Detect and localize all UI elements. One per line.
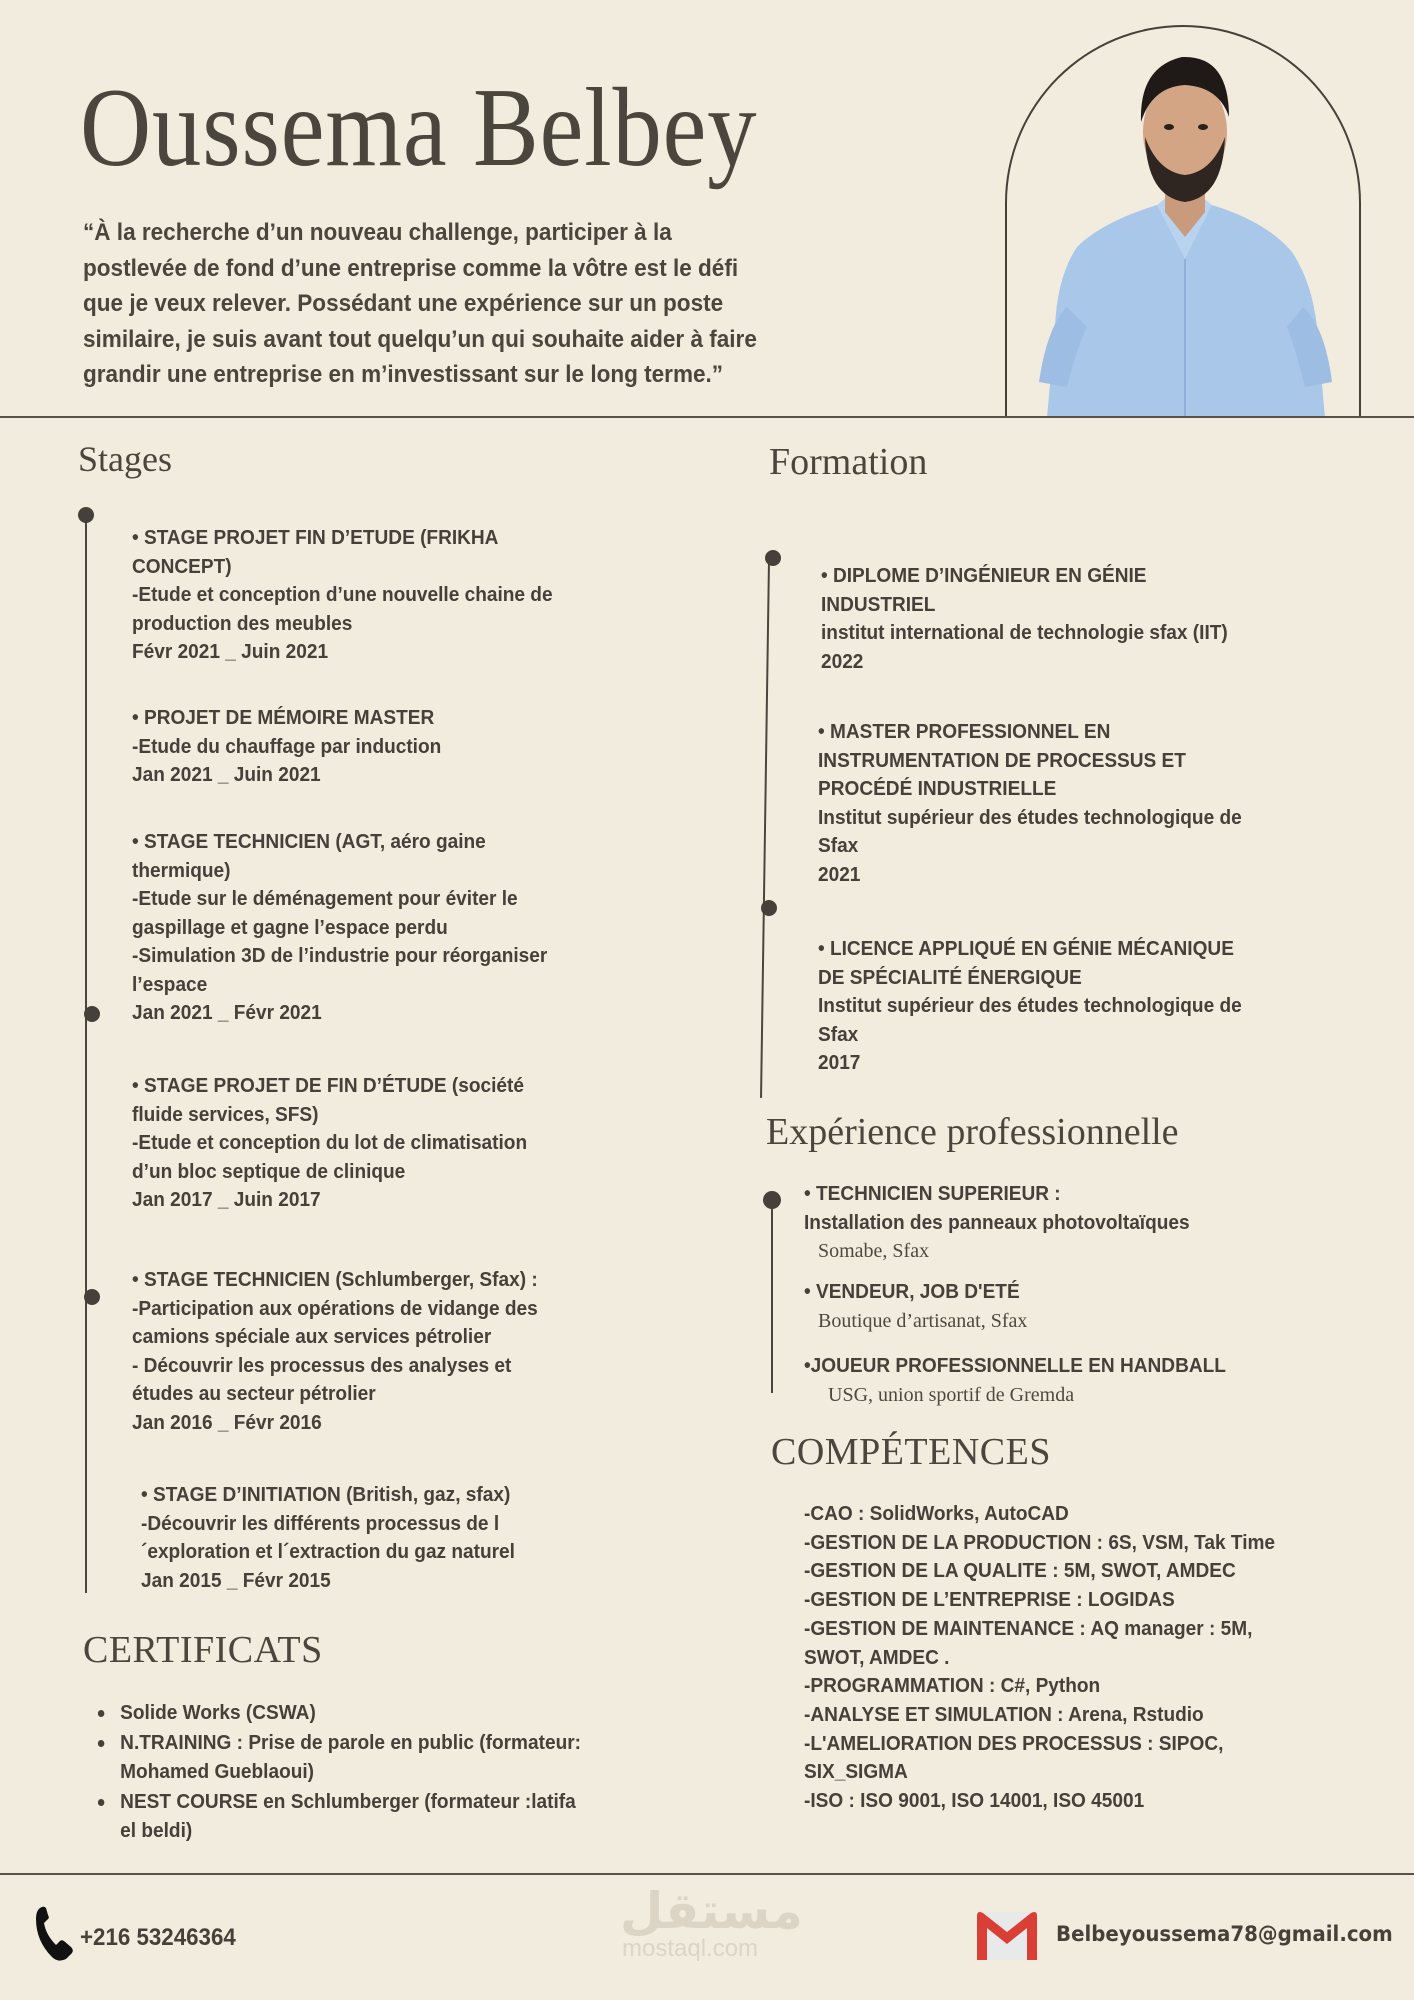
skill-line: -GESTION DE LA PRODUCTION : 6S, VSM, Tak Time <box>804 1530 1276 1554</box>
certificat-text: el beldi) <box>120 1819 193 1842</box>
degree-title: DE SPÉCIALITÉ ÉNERGIQUE <box>818 965 1082 989</box>
job-title: • TECHNICIEN SUPERIEUR : <box>804 1182 1061 1205</box>
certificat-item <box>96 1787 581 1846</box>
institution: institut international de technologie sfax (IIT) <box>821 621 1228 644</box>
skill-line: -CAO : SolidWorks, AutoCAD <box>804 1502 1069 1525</box>
portrait-illustration <box>1007 27 1361 416</box>
year: 2022 <box>821 649 864 673</box>
phone-icon <box>32 1905 76 1963</box>
formation-timeline-dot <box>765 550 781 566</box>
stage-entry <box>132 1266 538 1437</box>
degree-title: • MASTER PROFESSIONNEL EN <box>818 720 1111 743</box>
phone-number[interactable]: +216 53246364 <box>80 1924 236 1951</box>
stage-desc: l’espace <box>132 972 208 996</box>
quote-line: postlevée de fond d’une entreprise comme la vôtre est le défi <box>83 254 739 282</box>
formation-entry <box>818 935 1242 1078</box>
skill-line: SWOT, AMDEC . <box>804 1645 950 1669</box>
job-place: USG, union sportif de Gremda <box>828 1383 1075 1406</box>
stage-date: Jan 2015 _ Févr 2015 <box>141 1568 331 1592</box>
institution: Sfax <box>818 1022 859 1046</box>
experience-timeline-line <box>771 1200 773 1393</box>
formation-timeline-dot <box>761 900 777 916</box>
certificat-item <box>96 1698 581 1728</box>
stages-timeline-line <box>85 520 87 1593</box>
quote-line: grandir une entreprise en m’investissant sur le long terme.” <box>83 361 724 388</box>
quote-line: similaire, je suis avant tout quelqu’un qui souhaite aider à faire <box>83 325 757 353</box>
experience-title: Expérience professionnelle <box>766 1111 1179 1153</box>
stages-timeline-dot <box>84 1006 100 1022</box>
certificat-item <box>96 1728 581 1787</box>
skill-line: -GESTION DE MAINTENANCE : AQ manager : 5M, <box>804 1616 1253 1640</box>
competences-list <box>804 1500 1275 1816</box>
skill-line: -GESTION DE L’ENTREPRISE : LOGIDAS <box>804 1588 1175 1612</box>
stage-entry <box>132 524 553 667</box>
stage-desc: -Participation aux opérations de vidange des <box>132 1296 538 1320</box>
stage-desc: -Simulation 3D de l’industrie pour réorganiser <box>132 944 548 967</box>
job-title: • VENDEUR, JOB D'ETÉ <box>804 1280 1020 1303</box>
competences-title: COMPÉTENCES <box>771 1431 1051 1473</box>
stage-desc: -Etude et conception d’une nouvelle chaine de <box>132 583 553 606</box>
formation-entry <box>821 562 1228 676</box>
degree-title: INDUSTRIEL <box>821 592 936 616</box>
stage-title: CONCEPT) <box>132 554 232 578</box>
stage-date: Jan 2021 _ Juin 2021 <box>132 763 321 786</box>
job-title: •JOUEUR PROFESSIONNELLE EN HANDBALL <box>804 1354 1226 1377</box>
experience-entry-text <box>804 1278 1020 1307</box>
profile-photo <box>1005 25 1361 416</box>
watermark-logo: مستقل <box>620 1882 803 1940</box>
skill-line: -PROGRAMMATION : C#, Python <box>804 1674 1101 1698</box>
stage-entry <box>132 704 441 790</box>
stage-desc: production des meubles <box>132 611 353 635</box>
experience-entry-text <box>804 1352 1226 1381</box>
profile-quote <box>83 215 883 393</box>
stage-title: • STAGE PROJET FIN D’ETUDE (FRIKHA <box>132 526 499 549</box>
degree-title: PROCÉDÉ INDUSTRIELLE <box>818 777 1057 800</box>
certificat-text: N.TRAINING : Prise de parole en public (formateur: <box>120 1730 581 1754</box>
stage-title: • STAGE D’INITIATION (British, gaz, sfax) <box>141 1483 511 1506</box>
stage-desc: -Etude et conception du lot de climatisation <box>132 1131 528 1154</box>
stage-title: • STAGE PROJET DE FIN D’ÉTUDE (société <box>132 1074 524 1097</box>
formation-entry <box>818 718 1242 889</box>
quote-line: que je veux relever. Possédant une expérience sur un poste <box>83 290 724 317</box>
certificat-text: NEST COURSE en Schlumberger (formateur :latifa <box>120 1789 576 1813</box>
stage-desc: études au secteur pétrolier <box>132 1382 376 1405</box>
footer-divider <box>0 1873 1414 1875</box>
experience-entry-text <box>804 1180 1190 1237</box>
job-place: Somabe, Sfax <box>818 1240 930 1262</box>
stages-title: Stages <box>78 439 172 479</box>
experience-entry <box>804 1180 1219 1265</box>
stage-title: • PROJET DE MÉMOIRE MASTER <box>132 706 435 729</box>
experience-entry <box>804 1278 1036 1335</box>
stage-desc: -Etude du chauffage par induction <box>132 734 442 758</box>
year: 2021 <box>818 862 861 886</box>
stages-timeline-dot <box>78 507 94 523</box>
watermark-url: mostaql.com <box>622 1935 759 1962</box>
certificats-list <box>96 1698 581 1846</box>
experience-entry <box>804 1352 1258 1409</box>
candidate-name: Oussema Belbey <box>80 66 758 190</box>
stage-desc: -Etude sur le déménagement pour éviter le <box>132 887 518 910</box>
degree-title: • DIPLOME D’INGÉNIEUR EN GÉNIE <box>821 564 1147 587</box>
certificat-text: Mohamed Gueblaoui) <box>120 1760 315 1783</box>
stage-date: Jan 2016 _ Févr 2016 <box>132 1410 322 1434</box>
year: 2017 <box>818 1051 861 1074</box>
stage-date: Févr 2021 _ Juin 2021 <box>132 640 329 663</box>
degree-title: INSTRUMENTATION DE PROCESSUS ET <box>818 748 1186 772</box>
stage-title: • STAGE TECHNICIEN (Schlumberger, Sfax) : <box>132 1268 538 1291</box>
stage-desc: -Découvrir les différents processus de l <box>141 1511 500 1535</box>
skill-line: -ANALYSE ET SIMULATION : Arena, Rstudio <box>804 1702 1204 1726</box>
stage-desc: - Découvrir les processus des analyses et <box>132 1353 512 1377</box>
stage-entry <box>141 1481 515 1595</box>
stage-date: Jan 2017 _ Juin 2017 <box>132 1188 321 1211</box>
email-address[interactable]: Belbeyoussema78@gmail.com <box>1056 1922 1393 1947</box>
gmail-icon <box>973 1910 1041 1962</box>
job-detail: Installation des panneaux photovoltaïques <box>804 1210 1190 1234</box>
institution: Sfax <box>818 834 859 857</box>
skill-line: -ISO : ISO 9001, ISO 14001, ISO 45001 <box>804 1789 1145 1813</box>
header-divider <box>0 416 1414 418</box>
stage-desc: gaspillage et gagne l’espace perdu <box>132 915 448 939</box>
stages-timeline-dot <box>84 1289 100 1305</box>
skill-line: -L'AMELIORATION DES PROCESSUS : SIPOC, <box>804 1731 1224 1755</box>
stage-desc: camions spéciale aux services pétrolier <box>132 1325 492 1348</box>
stage-desc: ´exploration et l´extraction du gaz naturel <box>141 1540 515 1563</box>
quote-line: “À la recherche d’un nouveau challenge, participer à la <box>83 219 672 246</box>
institution: Institut supérieur des études technologique de <box>818 994 1242 1017</box>
formation-timeline-line <box>760 560 770 1098</box>
stage-title: fluide services, SFS) <box>132 1102 319 1126</box>
certificat-text: Solide Works (CSWA) <box>120 1701 316 1724</box>
stage-desc: d’un bloc septique de clinique <box>132 1159 406 1183</box>
job-place: Boutique d’artisanat, Sfax <box>818 1309 1028 1332</box>
stage-entry <box>132 1072 527 1215</box>
institution: Institut supérieur des études technologique de <box>818 805 1242 829</box>
degree-title: • LICENCE APPLIQUÉ EN GÉNIE MÉCANIQUE <box>818 937 1234 960</box>
formation-title: Formation <box>769 441 928 483</box>
experience-timeline-dot <box>763 1191 781 1209</box>
stage-title: • STAGE TECHNICIEN (AGT, aéro gaine <box>132 830 486 853</box>
stage-title: thermique) <box>132 858 231 882</box>
certificats-title: CERTIFICATS <box>83 1629 323 1671</box>
skill-line: SIX_SIGMA <box>804 1760 908 1784</box>
stage-entry <box>132 828 547 1028</box>
stage-date: Jan 2021 _ Févr 2021 <box>132 1001 322 1024</box>
skill-line: -GESTION DE LA QUALITE : 5M, SWOT, AMDEC <box>804 1559 1236 1583</box>
